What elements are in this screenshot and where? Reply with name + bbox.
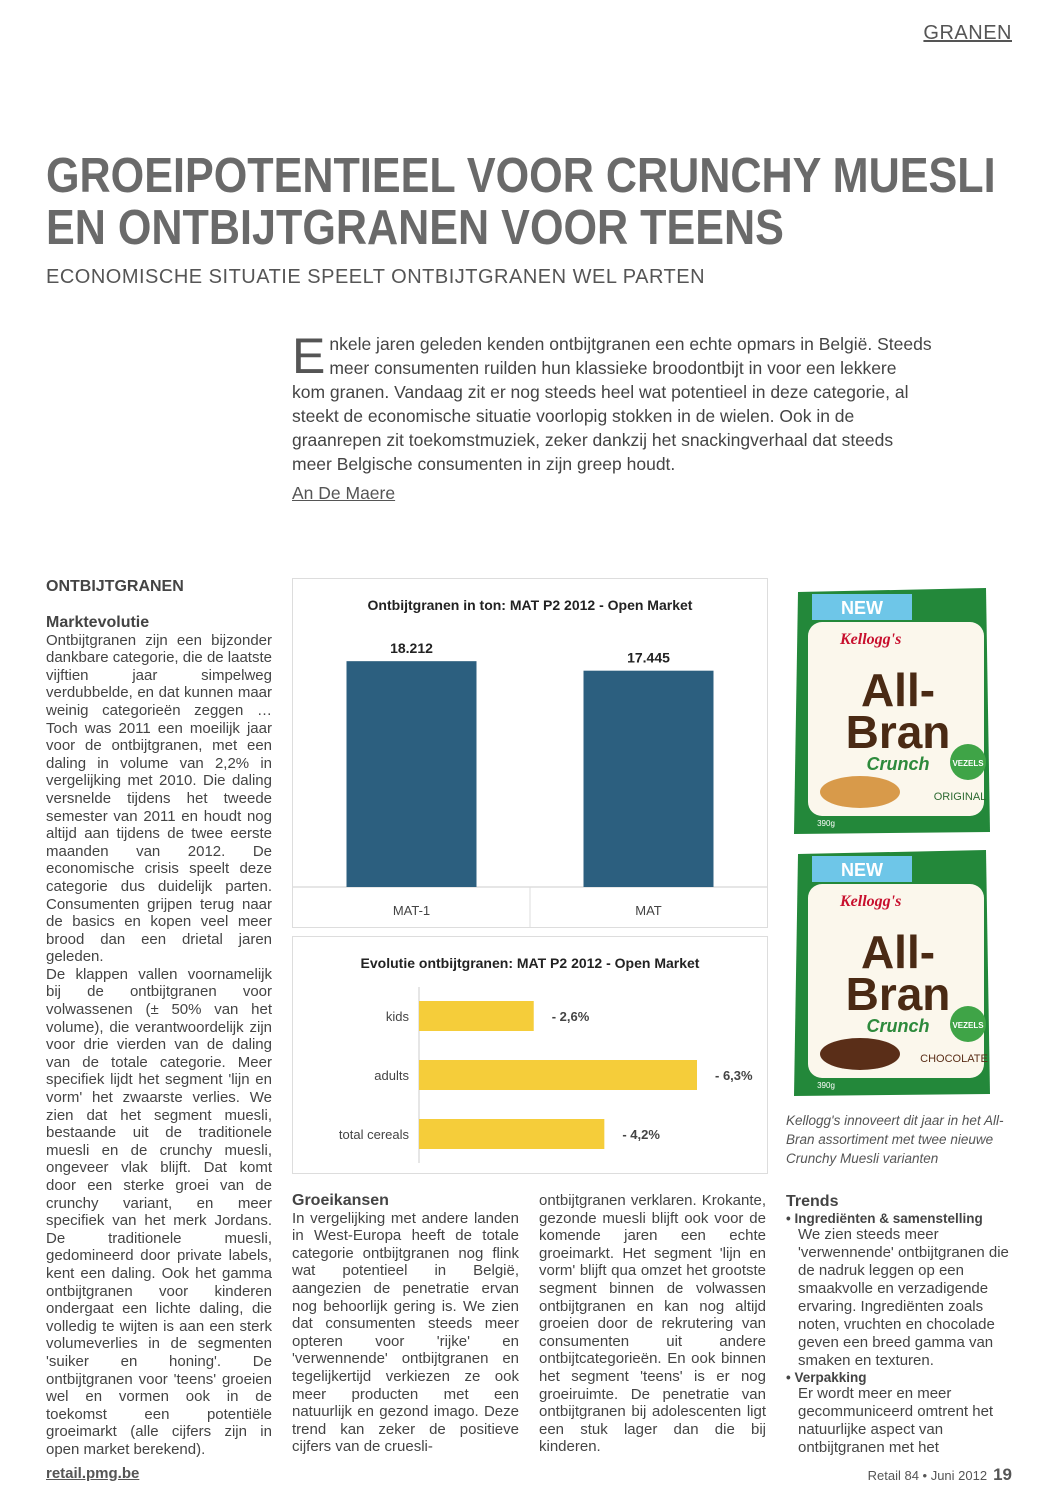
variant-label: ORIGINAL bbox=[933, 791, 987, 803]
y-tick-label: adults bbox=[374, 1068, 409, 1083]
bar bbox=[347, 661, 477, 887]
product-box-original bbox=[790, 586, 996, 838]
bar bbox=[584, 671, 714, 887]
data-label: 18.212 bbox=[390, 640, 433, 657]
trend-item-body: We zien steeds meer 'verwennende' ontbijtgranen die de nadruk leggen op een smaakvolle en verzadigende ervaring. Ingrediënten zoals noten, vruchten en chocolade geven een breed gamma van smaken en texturen. bbox=[798, 1226, 1009, 1369]
product-name-line1: All- bbox=[860, 926, 936, 978]
data-label: - 2,6% bbox=[551, 1009, 590, 1024]
product-name-line2: Bran bbox=[845, 706, 951, 758]
svg-text:VEZELS: VEZELS bbox=[952, 759, 984, 768]
issue-label: Retail 84 • Juni 2012 bbox=[867, 1468, 988, 1483]
column-1-subheading: Marktevolutie bbox=[46, 614, 150, 631]
product-name-line2: Bran bbox=[845, 968, 951, 1020]
new-badge: NEW bbox=[841, 860, 883, 880]
column-3 bbox=[539, 1192, 766, 1456]
title-line-1: GROEIPOTENTIEEL VOOR CRUNCHY MUESLI bbox=[46, 149, 996, 203]
new-badge: NEW bbox=[841, 598, 883, 618]
product-box-chocolate bbox=[790, 848, 996, 1100]
allbran-original-image bbox=[790, 586, 996, 838]
column-2-paragraph: In vergelijking met andere landen in West-Europa heeft de totale categorie ontbijtgranen nog flink wat potentieel in België, aangezien de penetratie ervan nog behoorlijk gering is. We zien dat consumenten steeds meer opteren voor 'rijke' en 'verwennende' ontbijtgranen en tegelijkertijd verkiezen ze ook meer producten met een natuurlijk en gezond imago. Deze trend kan zeker de positieve cijfers van de cruesli- bbox=[292, 1209, 519, 1456]
footer-site-link[interactable]: retail.pmg.be bbox=[46, 1465, 140, 1482]
column-1 bbox=[46, 614, 272, 1459]
x-tick-label: MAT bbox=[635, 903, 662, 918]
column-1-paragraph: Ontbijtgranen zijn een bijzonder dankbare categorie, die de laatste vijftien jaar simpelweg verdubbelde, en dat kunnen maar weinig categorieën zeggen … Toch was 2011 een moeilijk jaar voor de ontbijtgranen, met een daling in volume van 2,2% in vergelijking met 2010. Die daling versnelde tijdens het tweede semester van 2011 en houdt nog altijd aan tijdens de twee eerste maanden van 2012. De economische crisis speelt deze categorie dus duidelijk parten. Consumenten grijpen terug naar de basics en kopen veel meer brood dan een drietal jaren geleden. bbox=[46, 631, 272, 966]
article-subtitle: ECONOMISCHE SITUATIE SPEELT ONTBIJTGRANEN WEL PARTEN bbox=[46, 266, 706, 288]
weight-label: 390g bbox=[817, 819, 835, 828]
weight-label: 390g bbox=[817, 1081, 835, 1090]
article-title bbox=[46, 150, 1014, 254]
trend-item-heading: • Verpakking bbox=[786, 1370, 867, 1385]
bar bbox=[419, 1060, 697, 1090]
title-line-2: EN ONTBIJTGRANEN VOOR TEENS bbox=[46, 201, 784, 255]
trends-sidebar bbox=[786, 1193, 1026, 1457]
data-label: - 6,3% bbox=[715, 1068, 753, 1083]
column-2 bbox=[292, 1192, 519, 1456]
author-link[interactable]: An De Maere bbox=[292, 483, 396, 503]
product-name-line3: Crunch bbox=[866, 754, 930, 774]
image-caption: Kellogg's innoveert dit jaar in het All-Bran assortiment met twee nieuwe Crunchy Muesli varianten bbox=[786, 1113, 1004, 1166]
footer-issue bbox=[868, 1465, 1012, 1485]
product-name-line1: All- bbox=[860, 664, 936, 716]
chart-tonnage-svg bbox=[293, 579, 767, 927]
column-3-paragraph: ontbijtgranen verklaren. Krokante, gezonde muesli blijft ook voor de komende jaren een echte groeimarkt. Het segment 'lijn en vorm' blijft qua omzet het grootste segment binnen de volwassen ontbijtgranen en kan nog altijd groeien door de rekrutering van consumenten uit andere ontbijtcategorieën. En ook binnen het segment 'teens' is er nog groeiruimte. De penetratie van ontbijtgranen bij adolescenten ligt een stuk lager dan die bij kinderen. bbox=[539, 1192, 766, 1456]
bar bbox=[419, 1001, 534, 1031]
section-tag: GRANEN bbox=[923, 22, 1012, 44]
data-label: - 4,2% bbox=[622, 1127, 660, 1142]
dropcap: E bbox=[292, 328, 326, 384]
data-label: 17.445 bbox=[627, 649, 670, 666]
svg-text:VEZELS: VEZELS bbox=[952, 1021, 984, 1030]
y-tick-label: total cereals bbox=[338, 1127, 409, 1142]
brand-logo: Kellogg's bbox=[840, 893, 902, 910]
intro-paragraph bbox=[292, 328, 932, 476]
chart-evolution bbox=[292, 936, 768, 1174]
page-number: 19 bbox=[993, 1465, 1012, 1484]
variant-label: CHOCOLATE bbox=[920, 1053, 988, 1065]
y-tick-label: kids bbox=[385, 1009, 409, 1024]
allbran-chocolate-image bbox=[790, 848, 996, 1100]
bar bbox=[419, 1119, 604, 1149]
section-heading: ONTBIJTGRANEN bbox=[46, 578, 184, 595]
chart-evolution-svg bbox=[293, 937, 767, 1173]
product-name-line3: Crunch bbox=[866, 1016, 930, 1036]
x-tick-label: MAT-1 bbox=[392, 903, 431, 918]
column-2-subheading: Groeikansen bbox=[292, 1192, 389, 1209]
chart-title: Ontbijtgranen in ton: MAT P2 2012 - Open Market bbox=[367, 597, 693, 613]
trend-item-body: Er wordt meer en meer gecommuniceerd omtrent het natuurlijke aspect van ontbijtgranen met het bbox=[798, 1385, 994, 1456]
trend-item-heading: • Ingrediënten & samenstelling bbox=[786, 1211, 983, 1226]
chart-title: Evolutie ontbijtgranen: MAT P2 2012 - Open Market bbox=[360, 955, 700, 971]
intro-text: nkele jaren geleden kenden ontbijtgranen een echte opmars in België. Steeds meer consumenten ruilden hun klassieke broodontbijt in voor een lekkere kom granen. Vandaag zit er nog steeds heel wat potentieel in deze categorie, al steekt de economische situatie voorlopig stokken in de wielen. Ook in de graanrepen zit toekomstmuziek, zeker dankzij het snackingverhaal dat steeds meer Belgische consumenten in zijn greep houdt. bbox=[292, 334, 932, 474]
chart-tonnage bbox=[292, 578, 768, 928]
brand-logo: Kellogg's bbox=[840, 631, 902, 648]
trends-heading: Trends bbox=[786, 1193, 839, 1210]
column-1-paragraph: De klappen vallen voornamelijk bij de ontbijtgranen voor volwassenen (± 50% van het volume), die verantwoordelijk zijn voor drie vierden van de daling van de totale categorie. Meer specifiek lijdt het segment 'lijn en vorm' het zwaarste verlies. We zien dat het segment muesli, bestaande uit de traditionele muesli en de crunchy muesli, ongeveer vlak blijft. Dat komt door een sterke groei van de crunchy variant, en meer specifiek van het merk Jordans. De traditionele muesli, gedomineerd door private labels, kent een daling. Ook het gamma ontbijtgranen voor kinderen ondergaat een lichte daling, die volledig te wijten is aan een sterk volumeverlies in de segmenten 'suiker en honing'. De ontbijtgranen voor 'teens' groeien wel en vormen ook in de toekomst een potentiële groeimarkt (alle cijfers zijn in open market berekend). bbox=[46, 965, 272, 1458]
